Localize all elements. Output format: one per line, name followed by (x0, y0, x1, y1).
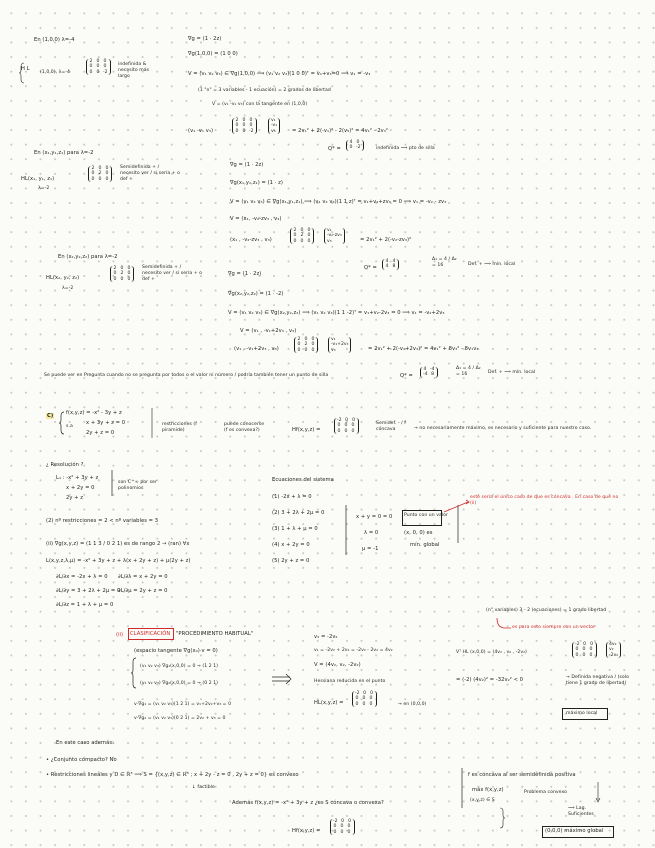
final-q3: • Restricciones lineales y D ∈ ℝ³ ⟹ S = {(x,y,z) ∈ ℝ³ ; x + 2y - z = 0 , 2y + z = 0} es convexo (46, 772, 299, 778)
matrix-cell: 4 (423, 367, 427, 372)
section3-hessian-sub: λ=-2 (62, 286, 74, 291)
section3-q2-note: Def. + ⟹ mín. local (488, 370, 536, 375)
section1-quad-matrix (232, 118, 257, 134)
global-max-label: (0,0,0) máximo global (545, 828, 604, 834)
section1-vector: V = (v₁ -v₁ v₃) con la tangente en (1,0,0) (212, 102, 308, 107)
matrix-cell: 0 (127, 271, 131, 277)
sol-point: (x, 0, 0) es (404, 530, 433, 536)
final-q3b: ↓ factible (192, 785, 215, 790)
tangent-space: (espacio tangente ∇g(x₀)·v = 0) (134, 648, 218, 654)
matrix-cell: 0 (98, 176, 102, 182)
classif-prefix: (ii) (116, 632, 124, 638)
part-c-restriction: restricciones (f piramide) (162, 422, 197, 433)
section2-quad-vector: (x₁ , -v₂-zv₃ , v₃) (230, 237, 272, 243)
matrix-cell: 0 (242, 123, 246, 129)
part-c-sys1: x + 3y + z = 0 (86, 420, 126, 426)
matrix-cell: 0 (362, 696, 366, 702)
matrix-row (89, 70, 108, 75)
part-c-hess-note: Semidef. - / f cóncava (376, 421, 406, 432)
matrix-cell: 4 (385, 264, 389, 270)
deriv-x: ∂L/∂x = -2x + λ = 0 (56, 574, 108, 580)
matrix-cell: 0 (340, 829, 344, 835)
matrix-row (423, 372, 435, 377)
part-c-highlight: C) (47, 413, 54, 419)
section2-hessian-sub: λ=-2 (38, 186, 50, 191)
local-max-label: máximo local (566, 711, 598, 716)
matrix-cell: -2 (575, 642, 580, 647)
section1-tangent: V = (v₁ v₂ v₃) ∈ ∇g(1,0,0) ⟹ (v₁ v₂ v₃)(1 0 0)ᵀ = v₁+v₃=0 ⟹ v₁ = -v₃ (188, 71, 371, 77)
matrix-cell: 0 (98, 166, 102, 171)
matrix-cell: 0 (352, 418, 356, 423)
matrix-cell: 0 (127, 266, 131, 271)
section2-hessian-label: HL(x₁, y₁, z₁) (21, 176, 55, 182)
matrix-row (297, 348, 315, 353)
section1-grad: ∇g = (1 · 2z) (188, 36, 222, 42)
matrix-cell: 2 (300, 233, 304, 239)
matrix-row (575, 653, 594, 658)
matrix-cell: 0 (105, 176, 109, 182)
matrix-cell: 2 (297, 337, 301, 342)
hl-label: HL(x,y,z) = (314, 700, 344, 706)
matrix-cell: 0 (120, 266, 124, 271)
matrix-cell: 4 (385, 259, 389, 264)
vt-result-note: → Definida negativa / (solo tiene 1 grado de libertad) (566, 675, 629, 686)
matrix-cell: 0 (304, 347, 308, 353)
deriv-z: ∂L/∂z = 1 + λ + μ = 0 (56, 602, 114, 608)
matrix-cell: 0 (307, 233, 311, 239)
section1-hessian-label: H L (21, 66, 30, 72)
matrix-cell: 2 (304, 342, 308, 348)
hl-matrix (352, 691, 377, 707)
matrix-cell: 0 (297, 347, 301, 353)
section3-q-matrix (382, 259, 399, 270)
matrix-cell: 0 (91, 176, 95, 182)
matrix-cell: -4 (423, 372, 428, 378)
matrix-cell: 0 (575, 647, 579, 653)
vector-cell: v₁ (271, 118, 276, 123)
matrix-cell: 0 (340, 824, 344, 830)
rank-line: (ii) ∇g(x,y,z) = (1 1 3 / 0 2 1) es de rango 2 → (ran) ∀x (46, 541, 190, 547)
matrix-cell: 0 (333, 824, 337, 830)
section2-quad-column (324, 228, 345, 244)
section3-hessian-label: HL(x₂, y₂, z₂) (46, 275, 80, 281)
matrix-cell: 2 (235, 118, 239, 123)
matrix-cell: 0 (105, 166, 109, 171)
final-hess-matrix (330, 819, 355, 835)
matrix-cell: 0 (91, 171, 95, 177)
vt-line: Vᵀ HL (x,0,0) = (4v₂ , v₂ , -2v₂) (456, 650, 527, 655)
final-q1: En este caso además: (56, 740, 114, 746)
matrix-cell: 0 (370, 691, 374, 696)
matrix-cell: 0 (96, 59, 100, 64)
final-right-3: (x,y,z) ∈ S (470, 798, 495, 803)
matrix-cell: 0 (337, 428, 341, 434)
section3-q-minors: Δ₁ = 4 / Δ₂ = 16 (432, 257, 457, 268)
vector-cell: v₃ (331, 347, 336, 353)
vector-cell: -v₁+2v₃ (331, 342, 349, 348)
lagrangian: L(x,y,z,λ,μ) = -x² + 3y + z + λ(x + 2y + z) + μ(2y + z) (46, 558, 191, 564)
matrix-cell: 0 (297, 342, 301, 348)
matrix-cell: 2 (113, 266, 117, 271)
final-right-1: f es cóncava al ser semidefinida positiva (468, 772, 576, 778)
matrix-cell: 0 (575, 652, 579, 658)
red-note: este sería el único caso de que es cóncava . En caso de que no (ii) (470, 495, 619, 506)
matrix-cell: 0 (356, 140, 360, 145)
sol-box-label: Punto con un valor (404, 513, 448, 518)
eq-5: (5) 2y + z = 0 (272, 558, 310, 564)
matrix-cell: 0 (120, 276, 124, 282)
section2-hessian-matrix (88, 166, 112, 182)
ts-2: (v₁ v₂ v₃) ∇g₂(x,0,0) = 0 → (0 2 1) (140, 681, 219, 686)
matrix-cell: 0 (351, 423, 355, 429)
matrix-cell: 0 (89, 69, 93, 75)
matrix-cell: -2 (249, 128, 254, 134)
section3-quad-vector: (v₁ , -v₁+2v₃ , v₃) (234, 346, 279, 352)
section1-quad-column (268, 118, 280, 134)
cond-1: L₁ : -x² + 3y + z (56, 475, 99, 481)
section1-hessian-sub: (1,0,0), λ=-4 (40, 70, 70, 75)
matrix-cell: 0 (300, 228, 304, 233)
section3-grad-at: ∇g(x₂,y₂,z₂) = (1 · -2) (228, 291, 284, 297)
section1-header: En (1,0,0) λ=-4 (34, 37, 75, 43)
matrix-cell: 0 (103, 64, 107, 70)
matrix-cell: 0 (307, 238, 311, 244)
section1-grad-at: ∇g(1,0,0) = (1 0 0) (188, 51, 238, 57)
matrix-row (385, 264, 396, 269)
final-right-5: ⟹ Lag. Suficientes (568, 806, 594, 817)
matrix-cell: 8 (392, 264, 396, 270)
matrix-cell: -2 (103, 69, 108, 75)
classif-title: CLASIFICACIÓN (130, 631, 171, 637)
part-c-hess-matrix (334, 418, 359, 434)
deriv-mu: ∂L/∂μ = 2y + z = 0 (118, 588, 168, 594)
matrix-cell: 0 (582, 647, 586, 653)
vector-cell: -2v₂ (609, 652, 619, 658)
section3-quad-column (328, 337, 351, 353)
section2-vector: V = (x₁, -v₂-zv₃ , v₃) (230, 216, 282, 222)
matrix-cell: 0 (589, 647, 593, 653)
matrix-cell: 0 (355, 696, 359, 702)
vt-result: = (-2) (4v₂)² = -32v₂² < 0 (456, 677, 524, 683)
cond-3: 2y + z (66, 495, 84, 501)
eq-2: (2) 3 + 2λ + 2μ = 0 (272, 510, 325, 516)
matrix-cell: 0 (113, 276, 117, 282)
sol-1: x + y = 0 = 0 (356, 514, 393, 520)
matrix-cell: 0 (337, 423, 341, 429)
matrix-cell: 4 (349, 140, 353, 145)
vt-matrix (572, 642, 597, 658)
vector-cell: v₃ (271, 128, 276, 134)
matrix-cell: 0 (89, 64, 93, 70)
section3-header: En (x₂,y₂,z₂) para λ=-2 (58, 254, 118, 260)
vector-cell: -v₂-zv₃ (327, 233, 342, 239)
matrix-cell: 0 (333, 829, 337, 835)
remark-text: Se puede ver en Pregunta cuando no se pregunta por todos o el valor ni número / podría también tener un punto de silla (44, 373, 329, 378)
matrix-cell: 2 (120, 271, 124, 277)
matrix-cell: 0 (307, 228, 311, 233)
matrix-cell: 0 (349, 145, 353, 151)
matrix-cell: 8 (431, 372, 435, 378)
res-1: v₃ = -2v₂ (314, 634, 338, 640)
final-q2: • ¿Conjunto compacto? No (46, 757, 117, 763)
matrix-cell: 4 (392, 259, 396, 264)
matrix-cell: 0 (589, 652, 593, 658)
section1-note: indefinida & necesito más largo (118, 62, 150, 79)
vector-cell: -v₁ (271, 123, 278, 129)
section1-quad-vector: (v₁ -v₁ v₃) (188, 128, 214, 134)
section2-grad-at: ∇g(x₁,y₁,z₁) = (1 · z) (230, 180, 283, 186)
matrix-cell: 0 (96, 64, 100, 70)
deriv-y: ∂L/∂y = 3 + 2λ + 2μ = 0 (56, 588, 121, 594)
matrix-cell: -2 (355, 691, 360, 696)
res-4: Hessiana reducida en el punto (314, 679, 386, 684)
matrix-row (337, 429, 356, 434)
matrix-cell: 0 (369, 696, 373, 702)
part-c-hess-label: Hf(x,y,z) = (292, 427, 321, 433)
ts-3: v·∇g₁ = (v₁ v₂ v₃)(1 2 1) = v₁+2v₂+v₃ = 0 (134, 702, 232, 707)
sol-3: μ = -1 (362, 546, 379, 552)
matrix-cell: 0 (103, 59, 107, 64)
matrix-row (355, 702, 374, 707)
dof-note: (n° variables) 3 - 2 (ecuaciones) = 1 grado libertad (486, 608, 607, 613)
dof-red: es para esto siempre con un vector (512, 625, 596, 630)
section3-note: Semidefinida + / necesito ver / si sería + o def + (142, 265, 202, 282)
matrix-cell: -4 (430, 367, 435, 372)
sol-tail: mín. global (410, 542, 440, 548)
matrix-row (293, 239, 311, 244)
matrix-cell: -2 (337, 418, 342, 423)
section1-q-note: indefinida ⟹ pto de silla (376, 146, 435, 151)
cond-2: x + 2y = 0 (66, 485, 95, 491)
matrix-cell: 0 (583, 642, 587, 647)
matrix-row (113, 277, 131, 282)
part-c-restriction-q: puede conocerse (f es convexa?) (224, 422, 265, 433)
ts-4: v·∇g₂ = (v₁ v₂ v₃)(0 2 1) = 2v₂ + v₃ = 0 (134, 716, 226, 721)
matrix-cell: 0 (235, 123, 239, 129)
final-right-4: Problema convexo (524, 790, 567, 795)
section2-note: Semidefinida + / necesito ver / si sería + o def + (120, 165, 180, 182)
section2-header: En (x₁,y₁,z₁) para λ=-2 (34, 150, 94, 156)
matrix-cell: 0 (362, 701, 366, 707)
section3-grad: ∇g = (1 · 2z) (228, 271, 262, 277)
matrix-cell: 2 (293, 228, 297, 233)
matrix-cell: 0 (311, 342, 315, 348)
matrix-cell: 0 (249, 118, 253, 123)
matrix-cell: 0 (293, 233, 297, 239)
matrix-cell: 0 (304, 337, 308, 342)
matrix-cell: 2 (89, 59, 93, 64)
section3-quad-result: = 2v₁² + 2(-v₁+2v₃)² = 4v₁² + 8v₃² - 8v₁v₃ (368, 346, 479, 352)
res-3: V = (4v₂, v₂, -2v₂) (314, 662, 361, 668)
section3-vector: V = (v₁ , -v₁+2v₃ , v₃) (240, 328, 297, 334)
section2-quad-result: = 2v₁² + 2(-v₂-zv₃)² (360, 237, 412, 243)
ts-1: (v₁ v₂ v₃) ∇g₁(x,0,0) = 0 → (1 2 1) (140, 664, 219, 669)
matrix-cell: -2 (333, 819, 338, 824)
section3-tangent: V = (v₁ v₂ v₃) ∈ ∇g(x₂,y₂,z₂) ⟹ (v₁ v₂ v₃)(1 1 -2)ᵀ = v₁+v₂-2v₃ = 0 ⟹ v₁ = -v₂+2v₃ (228, 310, 445, 316)
eq-title: Ecuaciones del sistema (272, 477, 334, 483)
cond-note: son C^∞ por ser polinomios (118, 480, 157, 491)
eq-3: (3) 1 + λ + μ = 0 (272, 526, 318, 532)
vector-cell: v₁ (327, 228, 332, 233)
section1-q-label: Q* = (328, 146, 341, 152)
matrix-cell: 0 (242, 128, 246, 134)
vt-column (606, 642, 621, 658)
section3-q2-minors: Δ₁ = 4 / Δ₂ = 16 (456, 366, 481, 377)
section1-hessian-matrix (86, 59, 111, 75)
matrix-row (235, 129, 254, 134)
matrix-cell: 0 (235, 128, 239, 134)
matrix-cell: 0 (242, 118, 246, 123)
matrix-cell: 2 (91, 166, 95, 171)
matrix-cell: 0 (113, 271, 117, 277)
classif-tail: "PROCEDIMIENTO HABITUAL" (176, 631, 254, 637)
part-c-function: f(x,y,z) = -x² - 3y + z (66, 410, 122, 416)
matrix-cell: 0 (369, 701, 373, 707)
res-2: v₁ = -2v₂ + 2v₂ = -2v₂ - 2v₂ = 4v₂ (314, 648, 393, 653)
matrix-cell: 0 (363, 691, 367, 696)
matrix-cell: 0 (355, 701, 359, 707)
part-c-hess-tail: → no necesariamente máximo, es necesario y suficiente para nuestro caso. (414, 426, 592, 431)
matrix-cell: 0 (344, 423, 348, 429)
matrix-row (333, 830, 352, 835)
count-line: (2) nº restricciones = 2 < nº variables = 3 (46, 518, 159, 524)
section2-tangent: V = (v₁ v₂ v₃) ∈ ∇g(x₁,y₁,z₁) ⟹ (v₁ v₂ v₃)(1 1 z)ᵀ = v₁+v₂+zv₃ = 0 ⟹ v₁ = -v₂ - zv₃ (230, 199, 447, 205)
matrix-cell: 0 (351, 428, 355, 434)
matrix-cell: 0 (105, 171, 109, 177)
matrix-cell: 0 (311, 347, 315, 353)
part-c-label (46, 413, 54, 419)
matrix-cell: 0 (127, 276, 131, 282)
matrix-cell: 2 (98, 171, 102, 177)
matrix-cell: 0 (344, 428, 348, 434)
sol-2: λ = 0 (364, 530, 379, 536)
section3-q2-matrix (420, 367, 438, 378)
matrix-cell: 0 (347, 829, 351, 835)
vector-cell: 4v₂ (609, 642, 617, 647)
matrix-cell: 0 (300, 238, 304, 244)
matrix-cell: 0 (311, 337, 315, 342)
matrix-cell: 0 (590, 642, 594, 647)
vector-cell: v₁ (331, 337, 336, 342)
matrix-cell: 0 (293, 238, 297, 244)
matrix-cell: 0 (96, 69, 100, 75)
eq-1: (1) -2x + λ = 0 (272, 494, 312, 500)
vector-cell: v₂ (609, 647, 614, 653)
matrix-cell: 0 (341, 819, 345, 824)
section3-q2-label: Q* = (400, 373, 413, 379)
section2-quad-matrix (290, 228, 314, 244)
hl-tail: → en (0,0,0) (398, 702, 427, 707)
final-right-2: máx f(x,y,z) (472, 787, 504, 793)
part-c-sa: s.a (66, 424, 73, 429)
resolution-title: ¿ Resolución ? (46, 462, 84, 468)
section3-q-note: Def. + ⟹ mín. local (468, 262, 516, 267)
section3-quad-matrix (294, 337, 318, 353)
section3-q-label: Q* = (364, 265, 377, 271)
section1-q-matrix (346, 140, 364, 151)
matrix-row (91, 177, 109, 182)
matrix-cell: 0 (582, 652, 586, 658)
matrix-cell: 0 (347, 824, 351, 830)
section1-quad-result: = 2v₁² + 2(-v₁)² - 2(v₃)² = 4v₁² - 2v₃² (292, 128, 389, 134)
section2-grad: ∇g = (1 · 2z) (230, 162, 264, 168)
part-c-sys2: 2y + z = 0 (86, 430, 115, 436)
section1-condition: (1 "n" = 3 variables - 1 ecuación) = 2 grados de libertad (198, 88, 331, 93)
matrix-cell: 0 (345, 418, 349, 423)
final-q4: Además f(x,y,z) = -x² + 3y + z ¿es S cóncava o convexa? (232, 800, 384, 806)
section3-hessian-matrix (110, 266, 134, 282)
matrix-cell: -2 (356, 145, 361, 151)
matrix-cell: 0 (249, 123, 253, 129)
deriv-lambda: ∂L/∂λ = x + 2y = 0 (118, 574, 168, 580)
final-q5: Hf(x,y,z) = (292, 828, 321, 834)
vector-cell: v₃ (327, 238, 332, 244)
matrix-cell: 0 (348, 819, 352, 824)
matrix-row (349, 145, 361, 150)
eq-4: (4) x + 2y = 0 (272, 542, 310, 548)
